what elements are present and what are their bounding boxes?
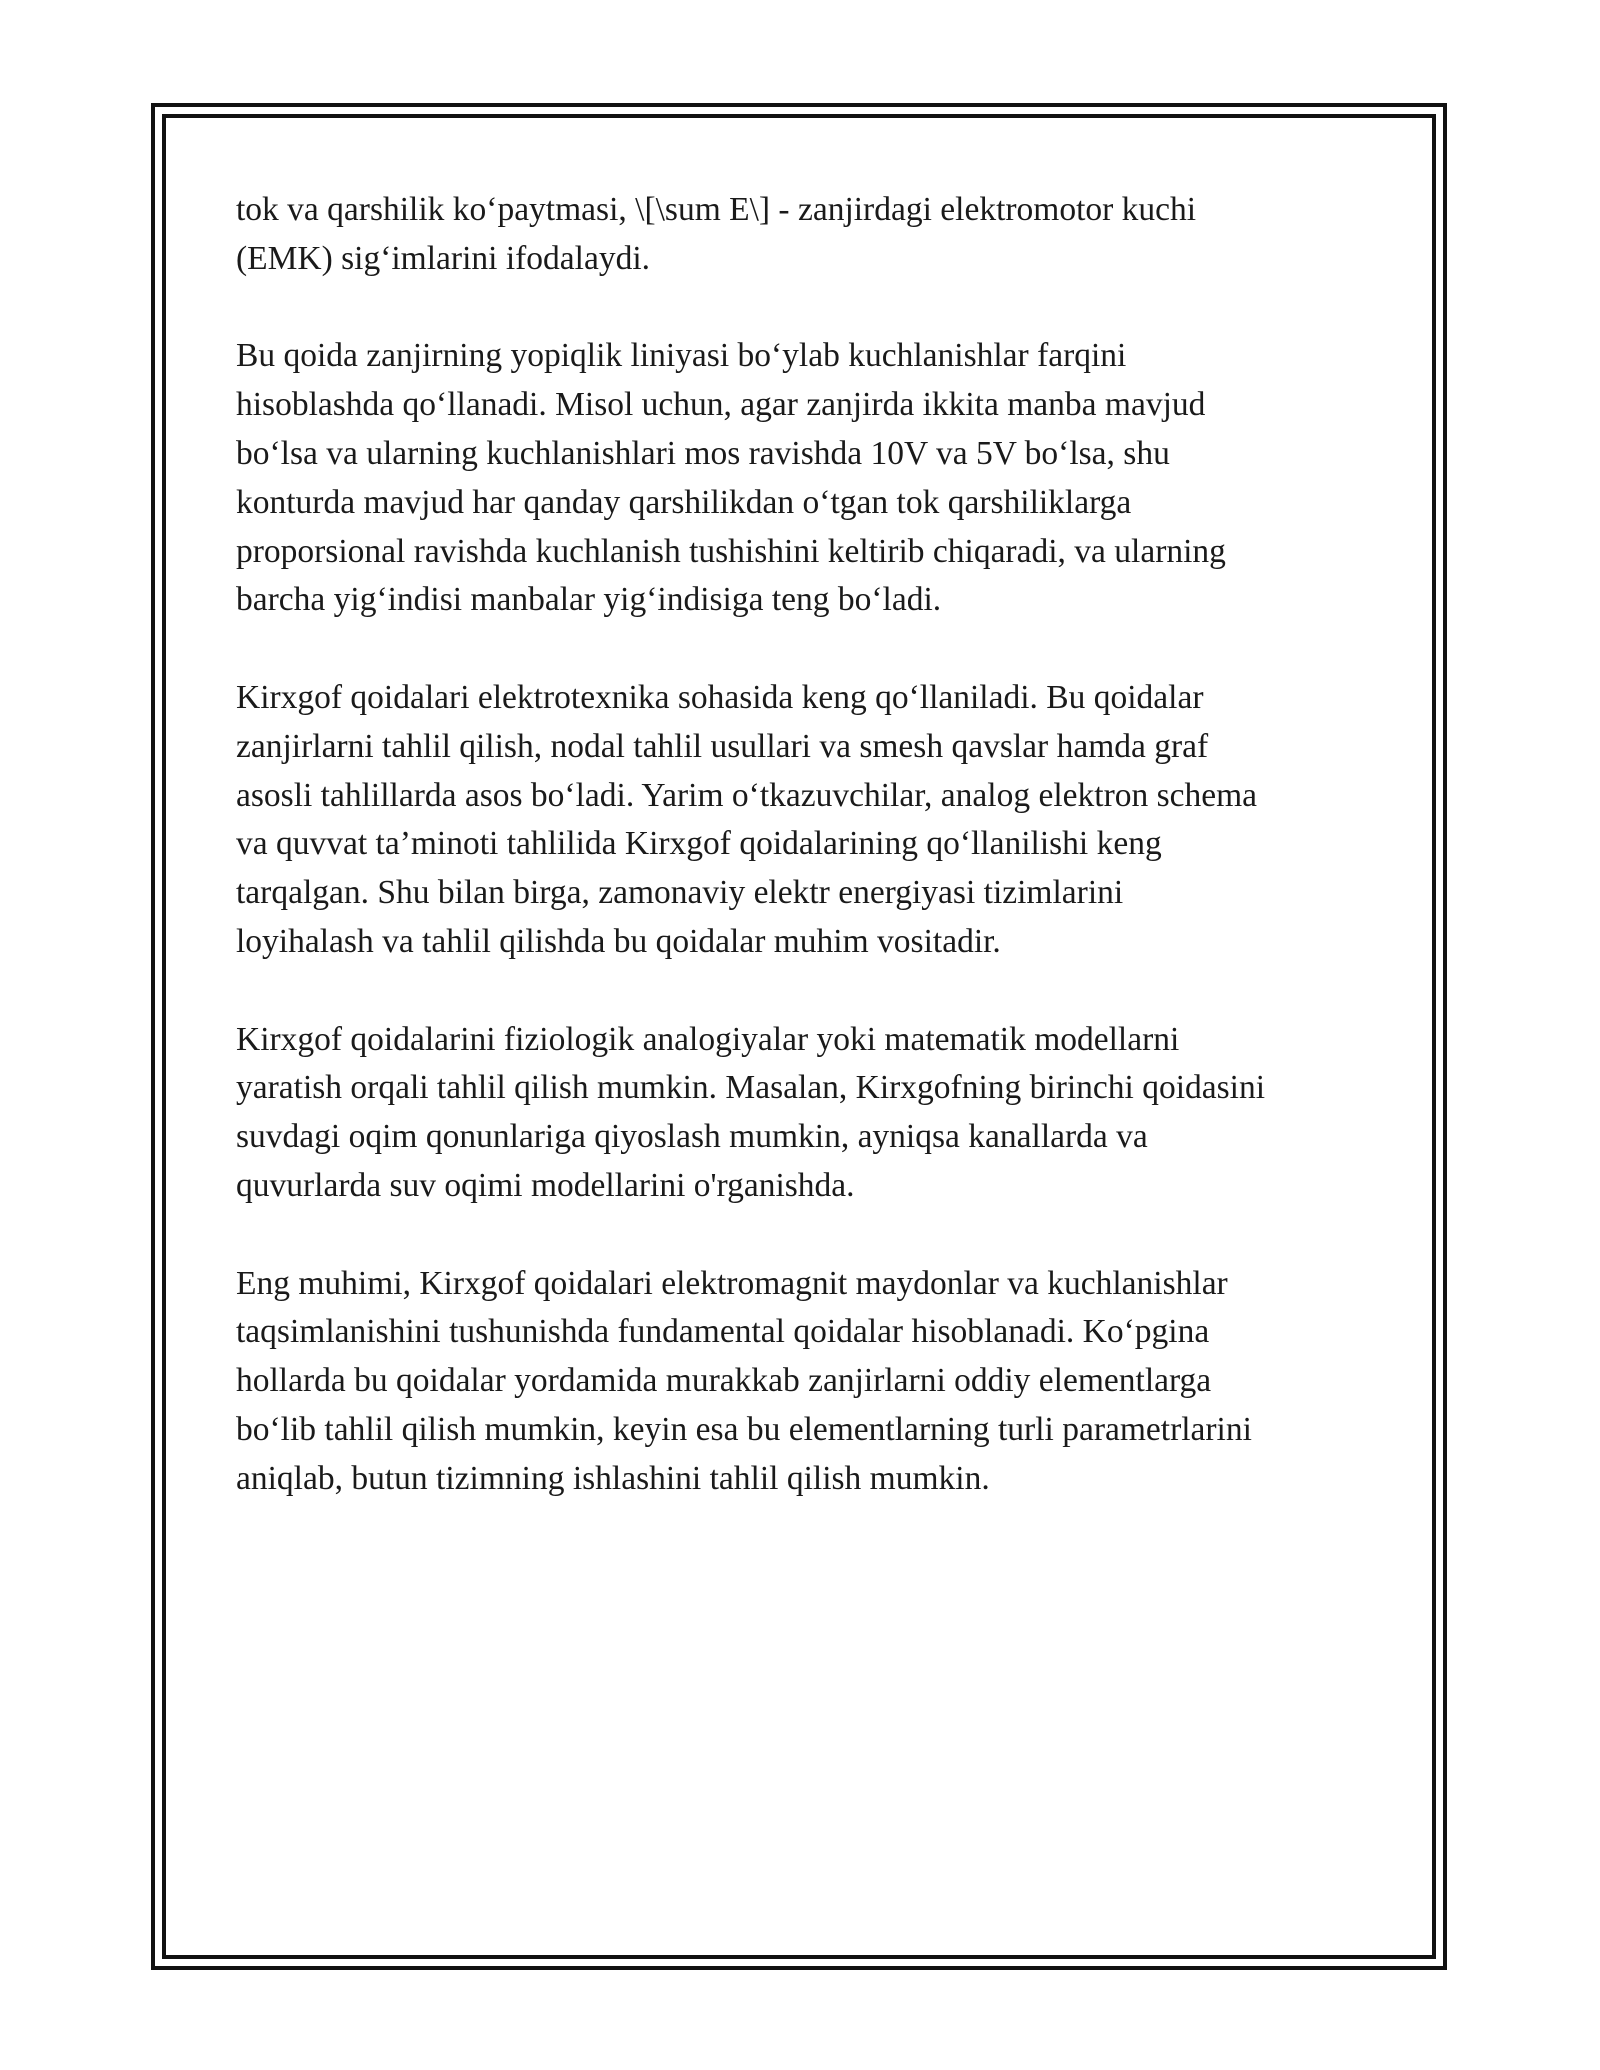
paragraph: Eng muhimi, Kirxgof qoidalari elektromagnit maydonlar va kuchlanishlar taqsimlanishini tushunishda fundamental qoidalar hisoblanadi. Ko‘pgina hollarda bu qoidalar yordamida murakkab zanjirlarni oddiy elementlarga bo‘lib tahlil qilish mumkin, keyin esa bu elementlarning turli parametrlarini aniqlab, butun tizimning ishlashini tahlil qilish mumkin. — [236, 1264, 1252, 1497]
document-body — [236, 186, 1376, 1552]
paragraph: Kirxgof qoidalari elektrotexnika sohasida keng qo‘llaniladi. Bu qoidalar zanjirlarni tahlil qilish, nodal tahlil usullari va smesh qavslar hamda graf asosli tahlillarda asos bo‘ladi. Yarim o‘tkazuvchilar, analog elektron schema va quvvat ta’minoti tahlilida Kirxgof qoidalarining qo‘llanilishi keng tarqalgan. Shu bilan birga, zamonaviy elektr energiyasi tizimlarini loyihalash va tahlil qilishda bu qoidalar muhim vositadir. — [236, 678, 1258, 960]
paragraph: Kirxgof qoidalarini fiziologik analogiyalar yoki matematik modellarni yaratish orqali tahlil qilish mumkin. Masalan, Kirxgofning birinchi qoidasini suvdagi oqim qonunlariga qiyoslash mumkin, ayniqsa kanallarda va quvurlarda suv oqimi modellarini o'rganishda. — [236, 1020, 1266, 1204]
paragraph: Bu qoida zanjirning yopiqlik liniyasi bo‘ylab kuchlanishlar farqini hisoblashda qo‘llanadi. Misol uchun, agar zanjirda ikkita manba mavjud bo‘lsa va ularning kuchlanishlari mos ravishda 10V va 5V bo‘lsa, shu konturda mavjud har qanday qarshilikdan o‘tgan tok qarshiliklarga proporsional ravishda kuchlanish tushishini keltirib chiqaradi, va ularning barcha yig‘indisi manbalar yig‘indisiga teng bo‘ladi. — [236, 337, 1226, 619]
paragraph: tok va qarshilik ko‘paytmasi, \[\sum E\] - zanjirdagi elektromotor kuchi (EMK) sig‘imlarini ifodalaydi. — [236, 191, 1197, 277]
